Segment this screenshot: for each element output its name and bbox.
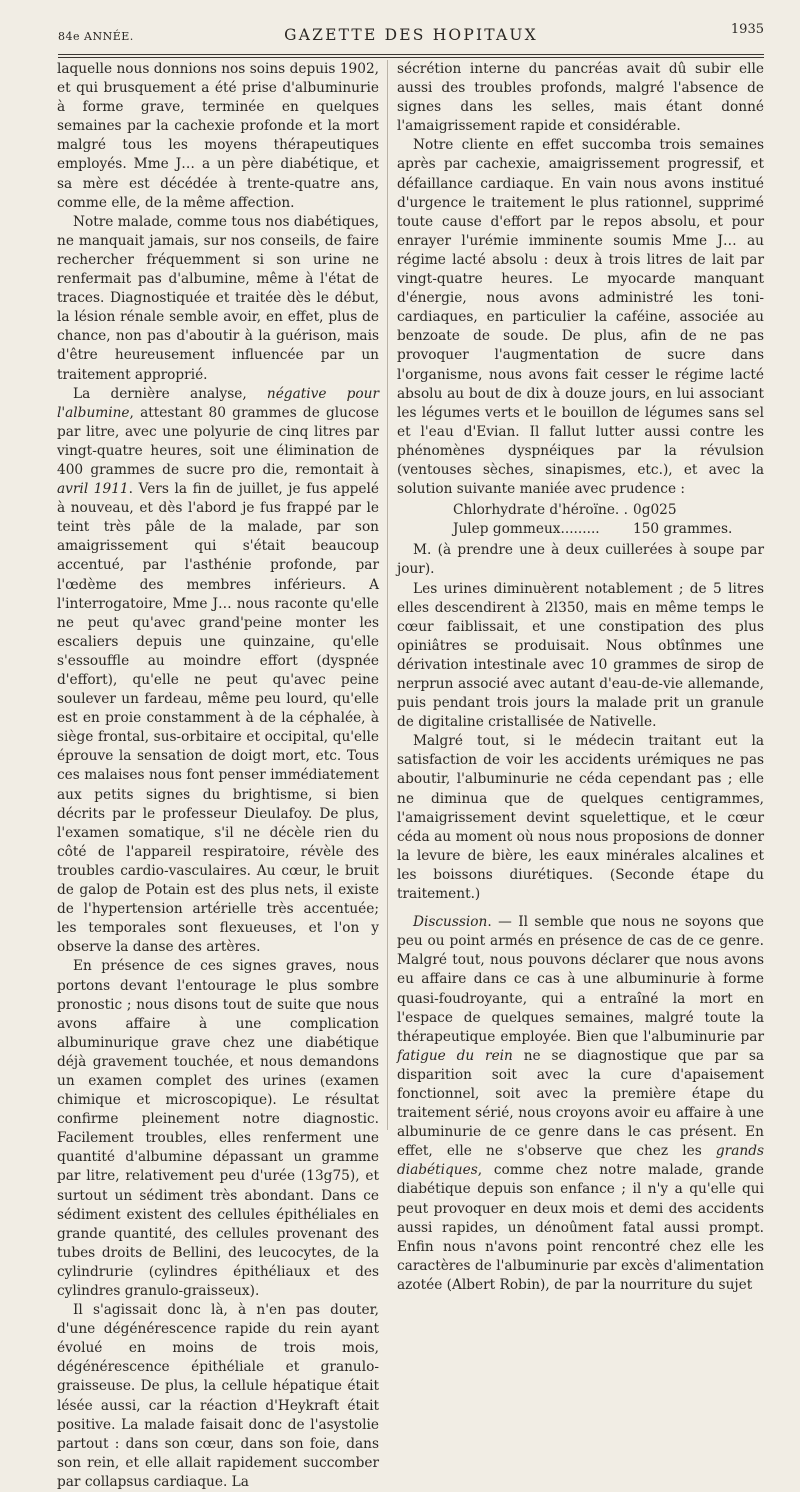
page-number: 1935 (730, 22, 764, 37)
paragraph: Notre malade, comme tous nos diabétiques, ne manquait jamais, sur nos conseils, de faire rechercher fréquemment si son urine ne renfermait pas d'albumine, même à l'état de traces. Diagnostiquée et traitée dès le début, la lésion rénale semble avoir, en effet, plus de chance, non pas d'aboutir à la guérison, mais d'être heureusement influencée par un traitement approprié. (57, 213, 379, 383)
paragraph (57, 385, 379, 958)
paragraph: Notre cliente en effet succomba trois semaines après par cachexie, amaigrissement progressif, et défaillance cardiaque. En vain nous avons institué d'urgence le traitement le plus rationnel, supprimé toute cause d'effort par le repos absolu, et pour enrayer l'urémie imminente soumis Mme J… au régime lacté absolu : deux à trois litres de lait par vingt-quatre heures. Le myocarde manquant d'énergie, nous avons administré les toni-cardiaques, en particulier la caféine, associée au benzoate de soude. De plus, afin de ne pas provoquer l'augmentation de sucre dans l'organisme, nous avons fait cesser le régime lacté absolu au bout de dix à douze jours, en lui associant les légumes verts et le bouillon de légumes sans sel et l'eau d'Evian. Il fallut lutter aussi contre les phénomènes dyspnéiques par la révulsion (ventouses sèches, sinapismes, etc.), et avec la solution suivante maniée avec prudence : (397, 137, 764, 498)
paragraph: laquelle nous donnions nos soins depuis 1902, et qui brusquement a été prise d'albuminurie à forme grave, terminée en quelques semaines par la cachexie profonde et la mort malgré tous les moyens thérapeutiques employés. Mme J… a un père diabétique, et sa mère est décédée à trente-quatre ans, comme elle, de la même affection. (57, 61, 379, 211)
drug-name: Julep gommeux......... (453, 521, 600, 538)
paragraph: Il s'agissait donc là, à n'en pas douter, d'une dégénérescence rapide du rein ayant évolué en moins de trois mois, dégénérescence épithéliale et granulo-graisseuse. De plus, la cellule hépatique était lésée aussi, car la réaction d'Heykraft était positive. La malade faisait donc de l'asystolie partout : dans son cœur, dans son foie, dans son rein, et elle allait rapidement succomber par collapsus cardiaque. La (57, 1302, 379, 1490)
text-run: , comme chez notre malade, grande diabétique depuis son enfance ; il n'y a qu'elle qui peut provoquer en deux mois et demi des accidents aussi rapides, un dénoûment fatal aussi prompt. Enfin nous n'avons point rencontré chez elle les caractères de l'albuminurie par excès d'alimentation azotée (Albert Robin), de par la nourriture du sujet (397, 1162, 764, 1293)
text-run: ne se diagnostique que par sa disparition soit avec la cure d'apaisement fonctionnel, soit avec la première étape du traitement sérié, nous croyons avoir eu affaire à une albuminurie de ce genre dans le cas présent. En effet, elle ne s'observe que chez les (397, 1047, 765, 1160)
emphasis-text: négative pour l'albumine (57, 385, 379, 421)
emphasis-text: fatigue du rein (397, 1047, 513, 1064)
issue-year-label: 84e ANNÉE. (58, 30, 134, 43)
left-column (57, 60, 379, 1492)
drug-name: Chlorhydrate d'héroïne. . (453, 502, 628, 519)
text-run: . — Il semble que nous ne soyons que peu ou point armés en présence de cas de ce genre. Malgré tout, nous pouvons déclarer que nous avons eu affaire dans ce cas à une albuminurie à forme quasi-foudroyante, qui a entraîné la mort en l'espace de quelques semaines, malgré toute la thérapeutique employée. Bien que l'albuminurie par (397, 914, 764, 1045)
discussion-paragraph (397, 913, 764, 1295)
header-rule-thick (58, 54, 764, 55)
prescription (397, 501, 764, 539)
text-run: La dernière analyse, (73, 385, 267, 402)
paragraph: Malgré tout, si le médecin traitant eut la satisfaction de voir les accidents urémiques ne pas aboutir, l'albuminurie ne céda cependant pas ; elle ne diminua que de quelques centigrammes, l'amaigrissement devint squelettique, et le cœur céda au moment où nous nous proposions de donner la levure de bière, les eaux minérales alcalines et les boissons diurétiques. (Seconde étape du traitement.) (397, 733, 764, 903)
right-column (397, 60, 764, 1295)
paragraph: sécrétion interne du pancréas avait dû subir elle aussi des troubles profonds, malgré l'absence de signes dans les selles, mais étant donné l'amaigrissement rapide et considérable. (397, 61, 764, 135)
text-run: . Vers la fin de juillet, je fus appelé à nouveau, et dès l'abord je fus frappé par le teint très pâle de la malade, par son amaigrissement qui s'était beaucoup accentué, par l'asthénie profonde, par l'œdème des membres inférieurs. A l'interrogatoire, Mme J… nous raconte qu'elle ne peut qu'avec grand'peine monter les escaliers depuis une quinzaine, qu'elle s'essouffle au moindre effort (dyspnée d'effort), qu'elle ne peut qu'avec peine soulever un fardeau, même peu lourd, qu'elle est en proie constamment à de la céphalée, à siège frontal, sus-orbitaire et occipital, qu'elle éprouve la sensation de doigt mort, etc. Tous ces malaises nous font penser immédiatement aux petits signes du brightisme, si bien décrits par le professeur Dieulafoy. De plus, l'examen somatique, s'il ne décèle rien du côté de l'appareil respiratoire, révèle des troubles cardio-vasculaires. Au cœur, le bruit de galop de Potain est des plus nets, il existe de l'hypertension artérielle très accentuée; les temporales sont flexueuses, et l'on y observe la danse des artères. (57, 481, 379, 956)
prescription-line (397, 501, 764, 520)
column-divider (387, 60, 388, 1130)
drug-quantity: 0g025 (633, 502, 677, 519)
paragraph: Les urines diminuèrent notablement ; de 5 litres elles descendirent à 2l350, mais en même temps le cœur faiblissait, et une constipation des plus opiniâtres se produisait. Nous obtînmes une dérivation intestinale avec 10 grammes de sirop de nerprun associé avec autant d'eau-de-vie allemande, puis pendant trois jours la malade prit un granule de digitaline cristallisée de Nativelle. (397, 580, 764, 731)
emphasis-text: grands diabétiques (397, 1143, 764, 1179)
header-rule-thin (58, 57, 764, 58)
emphasis-date: avril 1911 (57, 481, 129, 498)
drug-quantity: 150 grammes. (633, 521, 733, 538)
text-run: , attestant 80 grammes de glucose par litre, avec une polyurie de cinq litres par vingt-quatre heures, soit une élimination de 400 grammes de sucre pro die, remontait à (57, 404, 379, 478)
journal-title: GAZETTE DES HOPITAUX (284, 26, 538, 44)
paragraph: En présence de ces signes graves, nous portons devant l'entourage le plus sombre pronostic ; nous disons tout de suite que nous avons affaire à une complication albuminurique grave chez une diabétique déjà gravement touchée, et nous demandons un examen complet des urines (examen chimique et microscopique). Le résultat confirme pleinement notre diagnostic. Facilement troubles, elles renferment une quantité d'albumine dépassant un gramme par litre, relativement peu d'urée (13g75), et surtout un sédiment très abondant. Dans ce sédiment existent des cellules épithéliales en grande quantité, des cellules provenant des tubes droits de Bellini, des leucocytes, de la cylindrurie (cylindres épithéliaux et des cylindres granulo-graisseux). (57, 958, 379, 1299)
page-header (58, 22, 764, 48)
discussion-heading: Discussion (413, 914, 488, 931)
prescription-line (397, 520, 764, 539)
paragraph: M. (à prendre une à deux cuillerées à soupe par jour). (397, 542, 764, 578)
